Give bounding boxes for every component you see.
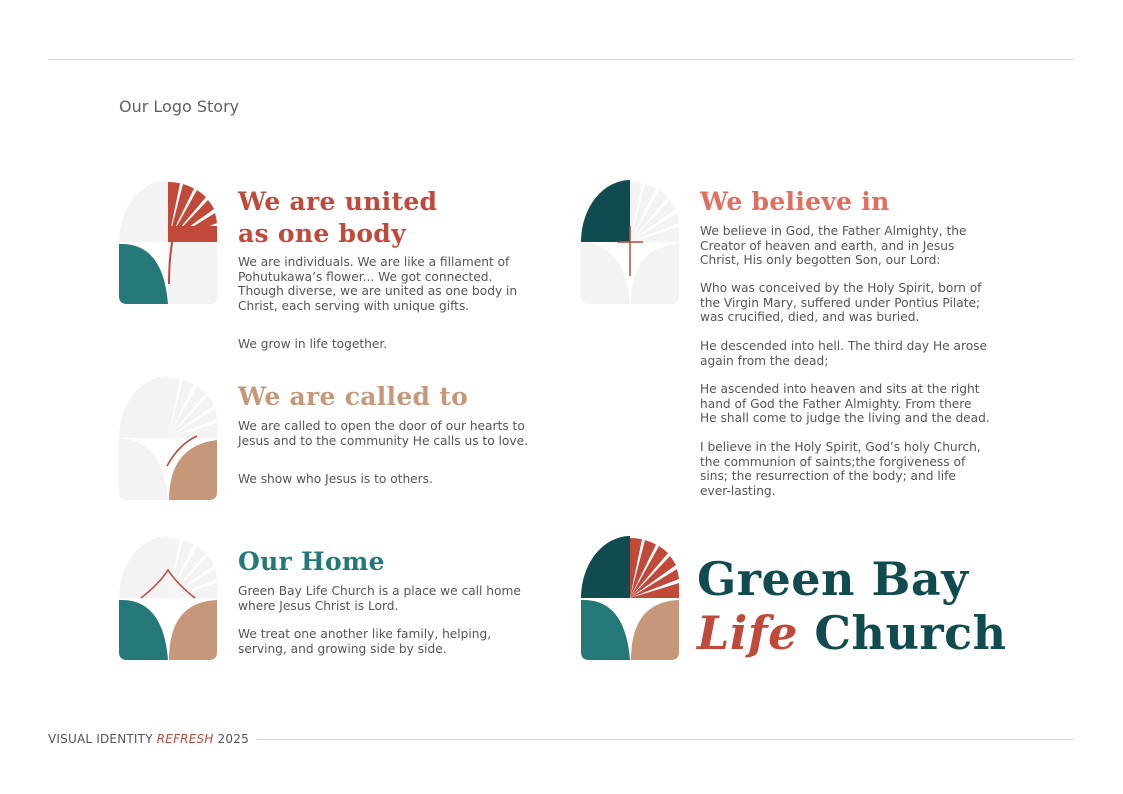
footer-accent: REFRESH [156,732,214,746]
footer-divider [257,739,1075,740]
believe-paragraph-4: He ascended into heaven and sits at the right hand of God the Father Almighty. From there He shall come to judge the living and the dead. [700,382,990,426]
united-tagline: We grow in life together. [238,337,388,351]
believe-paragraph-3: He descended into hell. The third day He arose again from the dead; [700,339,988,368]
believe-paragraph-5: I believe in the Holy Spirit, God’s holy Church, the communion of saints;the forgiveness of sins; the resurrection of the body; and life ever-lasting. [700,440,981,498]
home-heading: Our Home [238,547,385,576]
wordmark-life: Life [697,606,798,660]
footer-label [48,732,249,746]
wordmark [697,552,1037,660]
wordmark-line1: Green Bay [697,552,969,606]
called-heading: We are called to [238,382,469,411]
footer-prefix: VISUAL IDENTITY [48,732,157,746]
believe-heading: We believe in [700,187,890,216]
united-heading-line2: as one body [238,219,406,248]
united-heading-line1: We are united [238,187,438,216]
home-paragraph: Green Bay Life Church is a place we call home where Jesus Christ is Lord. [238,584,521,613]
page-title: Our Logo Story [119,97,240,116]
footer-year: 2025 [213,732,249,746]
door-heart-mark-icon [119,376,217,500]
united-paragraph: We are individuals. We are like a fillament of Pohutukawa’s flower... We got connected. Though diverse, we are united as one body in Christ, each serving with unique gifts. [238,255,518,313]
home-roof-mark-icon [119,536,217,660]
called-paragraph: We are called to open the door of our hearts to Jesus and to the community He calls us to love. [238,419,528,448]
cross-mark-icon [581,180,679,304]
wordmark-church: Church [814,606,1007,660]
believe-paragraph-1: We believe in God, the Father Almighty, the Creator of heaven and earth, and in Jesus Christ, His only begotten Son, our Lord: [700,224,967,268]
full-logo-mark-icon [581,536,679,660]
believe-paragraph-2: Who was conceived by the Holy Spirit, born of the Virgin Mary, suffered under Pontius Pilate; was crucified, died, and was buried. [700,281,982,325]
called-tagline: We show who Jesus is to others. [238,472,433,486]
pohutukawa-filament-mark-icon [119,180,217,304]
home-tagline: We treat one another like family, helping, serving, and growing side by side. [238,627,492,656]
wordmark-line2 [697,606,1037,660]
top-divider [48,59,1075,60]
